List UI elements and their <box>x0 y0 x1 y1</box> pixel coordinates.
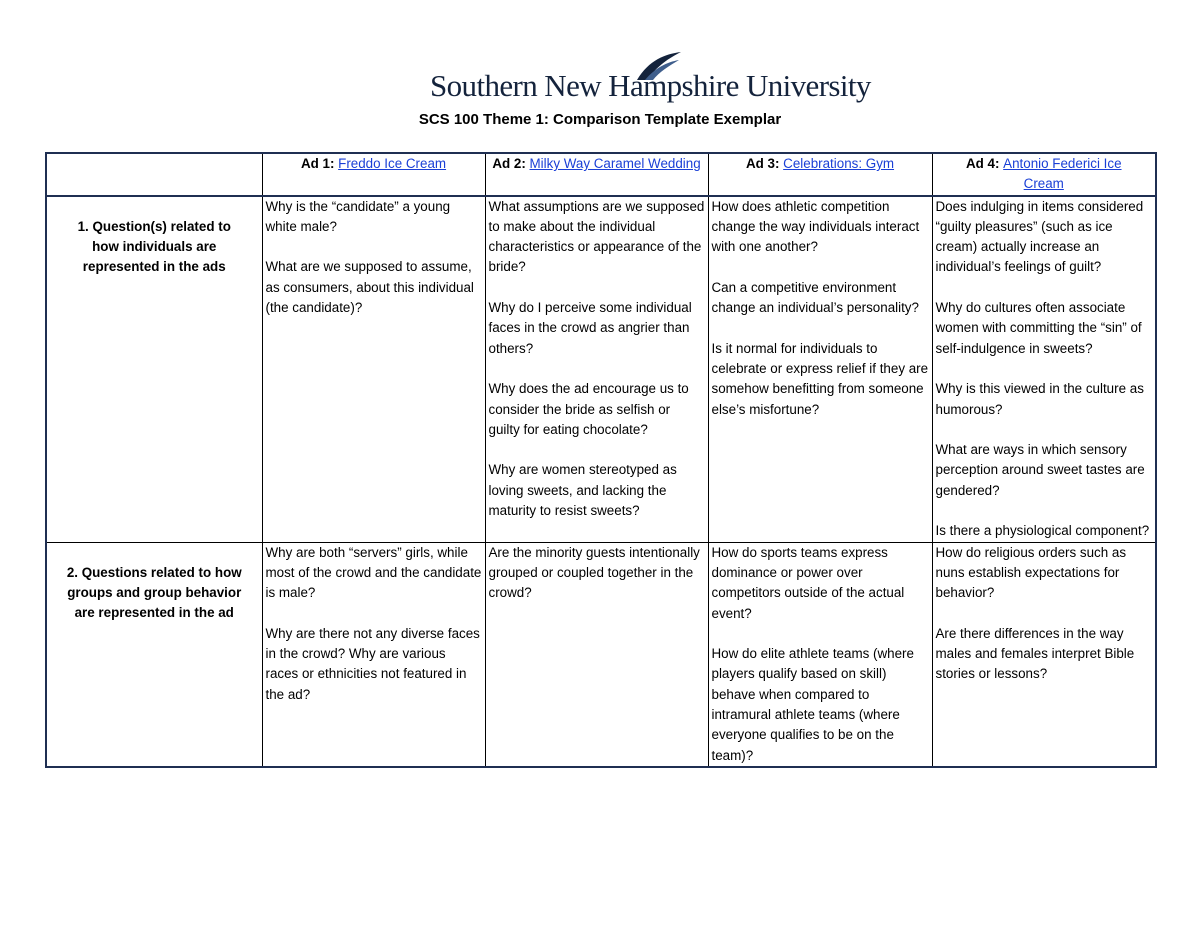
question-text: Is it normal for individuals to celebrate or express relief if they are somehow benefitting from someone else’s misfortune? <box>711 340 929 417</box>
question-text: Why are both “servers” girls, while most of the crowd and the candidate is male? <box>265 544 482 601</box>
question-text: Why do I perceive some individual faces in the crowd as angrier than others? <box>488 300 692 356</box>
question-text: How does athletic competition change the way individuals interact with one another? <box>711 198 920 255</box>
comparison-table <box>45 152 1157 768</box>
question-text: Why is this viewed in the culture as humorous? <box>935 381 1144 417</box>
cell-groups-ad-1 <box>262 542 485 767</box>
question-text: Does indulging in items considered “guilty pleasures” (such as ice cream) actually increase an individual’s feelings of guilt? <box>935 198 1144 275</box>
header-cell-ad-1 <box>262 153 485 196</box>
cell-individuals-ad-3 <box>708 196 932 543</box>
cell-groups-ad-4 <box>932 542 1156 767</box>
table-row-groups <box>46 542 1156 767</box>
cell-individuals-ad-4 <box>932 196 1156 543</box>
question-text: Is there a physiological component? <box>935 523 1150 539</box>
table-header-row <box>46 153 1156 196</box>
ad-4-link[interactable]: Antonio Federici Ice Cream <box>1003 156 1122 192</box>
question-text: Why are there not any diverse faces in the crowd? Why are various races or ethnicities not featured in the ad? <box>265 625 480 702</box>
question-text: What are we supposed to assume, as consumers, about this individual (the candidate)? <box>265 259 474 316</box>
cell-groups-ad-2 <box>485 542 708 767</box>
question-text: How do religious orders such as nuns establish expectations for behavior? <box>935 544 1127 601</box>
question-text: Are there differences in the way males and females interpret Bible stories or lessons? <box>935 625 1135 682</box>
header-cell-empty <box>46 153 262 196</box>
ad-2-prefix: Ad 2: <box>492 156 530 171</box>
question-text: Why is the “candidate” a young white male? <box>265 198 451 234</box>
cell-individuals-ad-2 <box>485 196 708 543</box>
question-text: How do elite athlete teams (where players qualify based on skill) behave when compared to intramural athlete teams (where everyone qualifies to be on the team)? <box>711 646 914 763</box>
ad-3-prefix: Ad 3: <box>745 156 784 171</box>
question-text: Why are women stereotyped as loving sweets, and lacking the maturity to resist sweets? <box>488 462 677 519</box>
question-text: Are the minority guests intentionally grouped or coupled together in the crowd? <box>488 544 700 601</box>
cell-individuals-ad-1 <box>262 196 485 543</box>
logo-wordmark: Southern New Hampshire University <box>430 68 871 103</box>
row-label-individuals: 1. Question(s) related to how individuals are represented in the ads <box>46 196 262 543</box>
question-text: What are ways in which sensory perception around sweet tastes are gendered? <box>935 442 1145 498</box>
document-title: SCS 100 Theme 1: Comparison Template Exemplar <box>418 111 782 128</box>
question-text: How do sports teams express dominance or power over competitors outside of the actual event? <box>711 544 905 621</box>
question-text: Why does the ad encourage us to consider the bride as selfish or guilty for eating chocolate? <box>488 381 689 437</box>
row-label-groups: 2. Questions related to how groups and group behavior are represented in the ad <box>46 542 262 767</box>
ad-1-prefix: Ad 1: <box>300 156 339 171</box>
ad-3-link[interactable]: Celebrations: Gym <box>783 156 895 171</box>
ad-2-link[interactable]: Milky Way Caramel Wedding <box>529 156 701 171</box>
ad-4-prefix: Ad 4: <box>965 156 1004 171</box>
header-cell-ad-3 <box>708 153 932 196</box>
university-logo <box>430 50 871 108</box>
header-cell-ad-2 <box>485 153 708 196</box>
table-row-individuals <box>46 196 1156 543</box>
question-text: Can a competitive environment change an individual’s personality? <box>711 279 919 316</box>
cell-groups-ad-3 <box>708 542 932 767</box>
header-cell-ad-4 <box>932 153 1156 196</box>
ad-1-link[interactable]: Freddo Ice Cream <box>338 156 447 171</box>
question-text: What assumptions are we supposed to make about the individual characteristics or appearance of the bride? <box>488 198 705 275</box>
question-text: Why do cultures often associate women with committing the “sin” of self-indulgence in sweets? <box>935 300 1142 356</box>
